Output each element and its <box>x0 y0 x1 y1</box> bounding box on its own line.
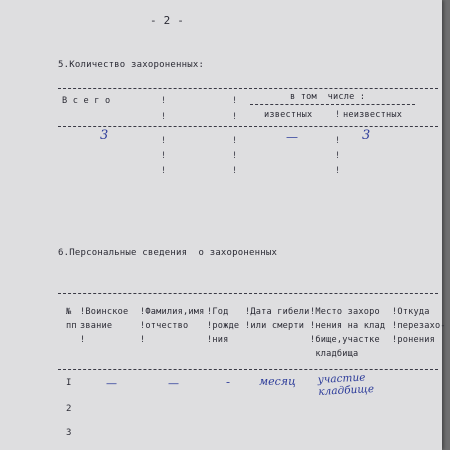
section5-heading: 5.Количество захороненных: <box>58 60 205 70</box>
table5-sep: ! <box>161 136 167 146</box>
table6-col-name: !Фамилия,имя !отчество ! <box>140 307 205 345</box>
table5-mid-rule <box>250 104 415 105</box>
table5-sep: ! <box>232 112 238 122</box>
row3-num: 3 <box>66 428 72 438</box>
table5-sep: ! <box>335 166 341 176</box>
table5-sep: ! <box>161 151 167 161</box>
table5-top-rule <box>58 88 438 89</box>
table5-col-total: В с е г о <box>62 96 111 106</box>
row1-name: — <box>168 377 179 390</box>
row1-year: - <box>226 375 231 389</box>
table5-sep: ! <box>232 151 238 161</box>
table6-col-place: !Место захоро !нения на клад !бище,участке кладбища <box>310 307 386 359</box>
table6-top-rule <box>58 293 438 294</box>
row1-death: месяц <box>259 375 296 388</box>
table5-col-known: известных <box>264 110 313 120</box>
table5-total-value: 3 <box>100 128 109 143</box>
table5-sep: ! <box>161 166 167 176</box>
table5-sep: ! <box>335 151 341 161</box>
table5-known-value: — <box>286 130 298 144</box>
page-number: - 2 - <box>150 14 185 27</box>
table6-col-year: !Год !рожде !ния <box>207 307 240 345</box>
table5-sep: ! <box>232 136 238 146</box>
table5-sep: ! <box>335 136 341 146</box>
table6-col-origin: !Откуда !перезахо- !ронения <box>392 307 446 345</box>
table5-sep: ! <box>232 96 238 106</box>
table5-col-unknown: неизвестных <box>343 110 403 120</box>
table5-sep: ! <box>161 96 167 106</box>
table5-unknown-value: 3 <box>362 128 371 143</box>
table6-col-num: № пп <box>66 307 77 331</box>
row1-place: участие кладбище <box>317 371 375 398</box>
table6-col-death: !Дата гибели !или смерти <box>245 307 310 331</box>
row1-num: I <box>66 378 72 388</box>
table5-sep: ! <box>335 110 341 120</box>
table5-sep: ! <box>232 166 238 176</box>
table5-header-rule <box>58 126 438 127</box>
table5-col-including: в том числе : <box>290 92 366 102</box>
row1-rank: — <box>106 377 117 390</box>
table5-sep: ! <box>161 112 167 122</box>
table6-col-rank: !Воинское звание ! <box>80 307 129 345</box>
row2-num: 2 <box>66 404 72 414</box>
section6-heading: 6.Персональные сведения о захороненных <box>58 248 278 258</box>
